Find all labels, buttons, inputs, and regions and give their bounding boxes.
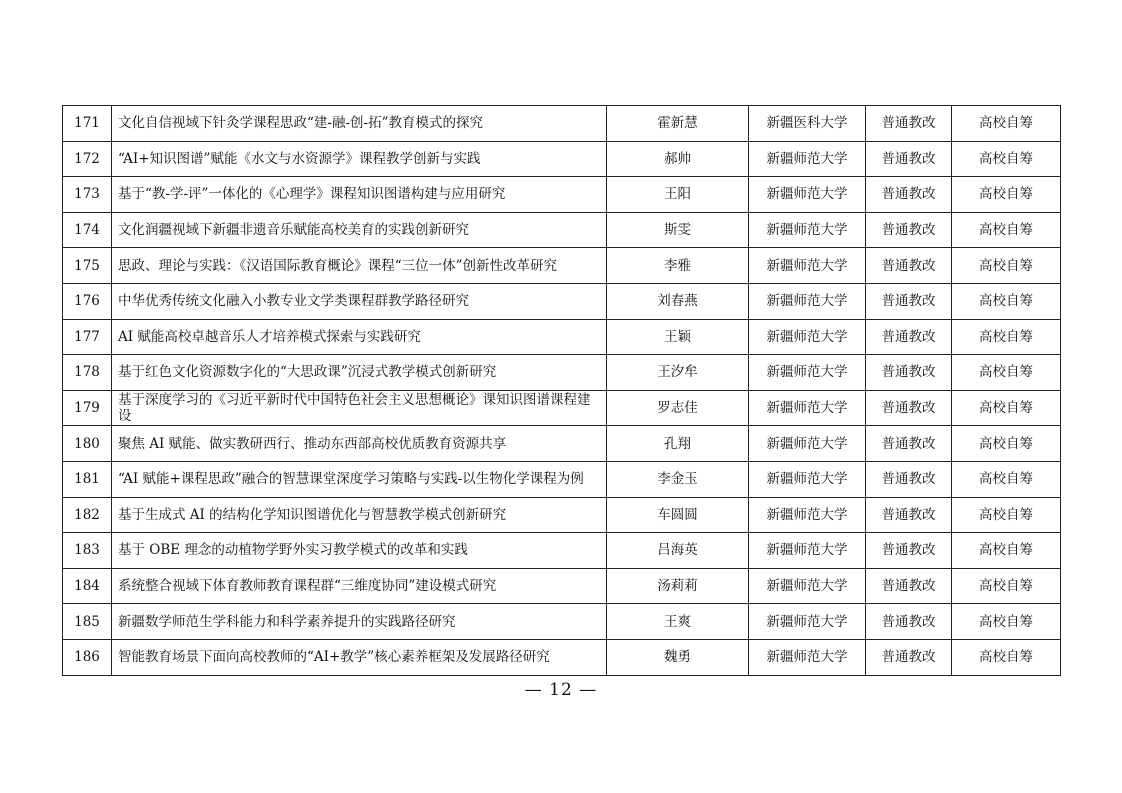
funding-source: 高校自筹 xyxy=(952,497,1061,533)
row-number: 174 xyxy=(63,212,112,248)
row-number: 185 xyxy=(63,604,112,640)
table-row xyxy=(63,212,1061,248)
funding-source: 高校自筹 xyxy=(952,639,1061,675)
project-leader: 王爽 xyxy=(607,604,749,640)
funding-source: 高校自筹 xyxy=(952,106,1061,142)
table-row xyxy=(63,533,1061,569)
project-title: 智能教育场景下面向高校教师的“AI+教学”核心素养框架及发展路径研究 xyxy=(112,639,607,675)
project-title: 基于红色文化资源数字化的“大思政课”沉浸式教学模式创新研究 xyxy=(112,355,607,391)
table-row xyxy=(63,141,1061,177)
project-title: AI 赋能高校卓越音乐人才培养模式探索与实践研究 xyxy=(112,319,607,355)
institution: 新疆师范大学 xyxy=(749,461,866,497)
project-type: 普通教改 xyxy=(866,319,952,355)
row-number: 178 xyxy=(63,355,112,391)
project-leader: 李金玉 xyxy=(607,461,749,497)
table-body xyxy=(63,106,1061,676)
funding-source: 高校自筹 xyxy=(952,604,1061,640)
project-type: 普通教改 xyxy=(866,106,952,142)
funding-source: 高校自筹 xyxy=(952,177,1061,213)
institution: 新疆师范大学 xyxy=(749,533,866,569)
row-number: 179 xyxy=(63,390,112,426)
project-leader: 霍新慧 xyxy=(607,106,749,142)
project-title: 基于深度学习的《习近平新时代中国特色社会主义思想概论》课知识图谱课程建设 xyxy=(112,390,607,426)
row-number: 183 xyxy=(63,533,112,569)
project-title: “AI+知识图谱”赋能《水文与水资源学》课程教学创新与实践 xyxy=(112,141,607,177)
institution: 新疆师范大学 xyxy=(749,177,866,213)
row-number: 182 xyxy=(63,497,112,533)
table-row xyxy=(63,497,1061,533)
project-title: 文化润疆视域下新疆非遗音乐赋能高校美育的实践创新研究 xyxy=(112,212,607,248)
table-row xyxy=(63,355,1061,391)
project-leader: 王颖 xyxy=(607,319,749,355)
project-leader: 刘春燕 xyxy=(607,283,749,319)
table-row xyxy=(63,319,1061,355)
institution: 新疆师范大学 xyxy=(749,639,866,675)
row-number: 175 xyxy=(63,248,112,284)
institution: 新疆师范大学 xyxy=(749,426,866,462)
project-type: 普通教改 xyxy=(866,212,952,248)
institution: 新疆师范大学 xyxy=(749,497,866,533)
row-number: 171 xyxy=(63,106,112,142)
project-title: 文化自信视域下针灸学课程思政“建-融-创-拓”教育模式的探究 xyxy=(112,106,607,142)
project-leader: 斯雯 xyxy=(607,212,749,248)
project-table xyxy=(62,105,1061,676)
project-type: 普通教改 xyxy=(866,461,952,497)
funding-source: 高校自筹 xyxy=(952,355,1061,391)
project-leader: 李雅 xyxy=(607,248,749,284)
project-leader: 吕海英 xyxy=(607,533,749,569)
institution: 新疆医科大学 xyxy=(749,106,866,142)
project-type: 普通教改 xyxy=(866,639,952,675)
page-number: — 12 — xyxy=(524,680,598,700)
institution: 新疆师范大学 xyxy=(749,604,866,640)
project-type: 普通教改 xyxy=(866,355,952,391)
table-row xyxy=(63,604,1061,640)
funding-source: 高校自筹 xyxy=(952,533,1061,569)
row-number: 173 xyxy=(63,177,112,213)
project-title: 思政、理论与实践：《汉语国际教育概论》课程“三位一体”创新性改革研究 xyxy=(112,248,607,284)
row-number: 180 xyxy=(63,426,112,462)
table-row xyxy=(63,248,1061,284)
project-type: 普通教改 xyxy=(866,497,952,533)
institution: 新疆师范大学 xyxy=(749,141,866,177)
project-title: 基于“教-学-评”一体化的《心理学》课程知识图谱构建与应用研究 xyxy=(112,177,607,213)
table-row xyxy=(63,568,1061,604)
funding-source: 高校自筹 xyxy=(952,461,1061,497)
funding-source: 高校自筹 xyxy=(952,390,1061,426)
project-title: 基于 OBE 理念的动植物学野外实习教学模式的改革和实践 xyxy=(112,533,607,569)
funding-source: 高校自筹 xyxy=(952,248,1061,284)
project-leader: 孔翔 xyxy=(607,426,749,462)
table-row xyxy=(63,426,1061,462)
table-row xyxy=(63,106,1061,142)
funding-source: 高校自筹 xyxy=(952,568,1061,604)
project-type: 普通教改 xyxy=(866,390,952,426)
project-type: 普通教改 xyxy=(866,568,952,604)
table-row xyxy=(63,639,1061,675)
project-leader: 罗志佳 xyxy=(607,390,749,426)
row-number: 186 xyxy=(63,639,112,675)
funding-source: 高校自筹 xyxy=(952,319,1061,355)
institution: 新疆师范大学 xyxy=(749,248,866,284)
project-title: “AI 赋能+课程思政”融合的智慧课堂深度学习策略与实践-以生物化学课程为例 xyxy=(112,461,607,497)
project-title: 新疆数学师范生学科能力和科学素养提升的实践路径研究 xyxy=(112,604,607,640)
row-number: 181 xyxy=(63,461,112,497)
institution: 新疆师范大学 xyxy=(749,568,866,604)
table-row xyxy=(63,390,1061,426)
institution: 新疆师范大学 xyxy=(749,212,866,248)
project-leader: 魏勇 xyxy=(607,639,749,675)
funding-source: 高校自筹 xyxy=(952,283,1061,319)
project-leader: 汤莉莉 xyxy=(607,568,749,604)
table-row xyxy=(63,177,1061,213)
project-type: 普通教改 xyxy=(866,426,952,462)
project-type: 普通教改 xyxy=(866,141,952,177)
funding-source: 高校自筹 xyxy=(952,212,1061,248)
row-number: 172 xyxy=(63,141,112,177)
institution: 新疆师范大学 xyxy=(749,355,866,391)
project-title: 基于生成式 AI 的结构化学知识图谱优化与智慧教学模式创新研究 xyxy=(112,497,607,533)
funding-source: 高校自筹 xyxy=(952,141,1061,177)
project-type: 普通教改 xyxy=(866,248,952,284)
project-type: 普通教改 xyxy=(866,533,952,569)
project-type: 普通教改 xyxy=(866,283,952,319)
project-leader: 王汐牟 xyxy=(607,355,749,391)
project-leader: 王阳 xyxy=(607,177,749,213)
institution: 新疆师范大学 xyxy=(749,283,866,319)
project-title: 系统整合视域下体育教师教育课程群“三维度协同”建设模式研究 xyxy=(112,568,607,604)
project-title: 中华优秀传统文化融入小教专业文学类课程群教学路径研究 xyxy=(112,283,607,319)
table-row xyxy=(63,283,1061,319)
institution: 新疆师范大学 xyxy=(749,319,866,355)
table-row xyxy=(63,461,1061,497)
row-number: 176 xyxy=(63,283,112,319)
row-number: 184 xyxy=(63,568,112,604)
project-title: 聚焦 AI 赋能、做实教研西行、推动东西部高校优质教育资源共享 xyxy=(112,426,607,462)
row-number: 177 xyxy=(63,319,112,355)
project-type: 普通教改 xyxy=(866,604,952,640)
project-leader: 郝帅 xyxy=(607,141,749,177)
project-type: 普通教改 xyxy=(866,177,952,213)
funding-source: 高校自筹 xyxy=(952,426,1061,462)
project-leader: 车圆圆 xyxy=(607,497,749,533)
institution: 新疆师范大学 xyxy=(749,390,866,426)
